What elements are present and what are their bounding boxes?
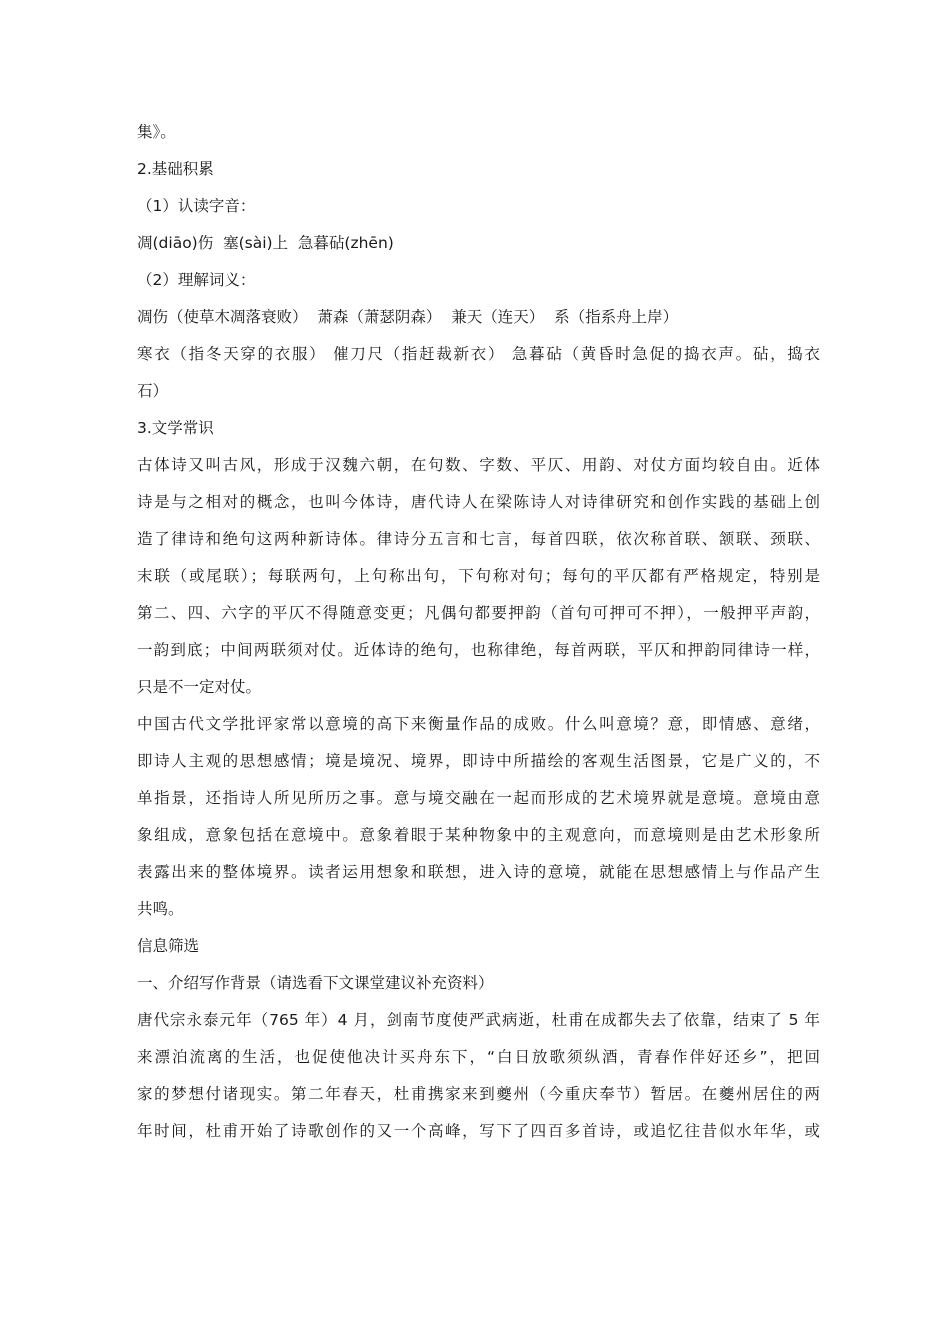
text-line: 凋(diāo)伤 塞(sài)上 急暮砧(zhēn): [137, 234, 394, 252]
text-line: 只是不一定对仗。: [137, 678, 262, 696]
text-line: 寒衣（指冬天穿的衣服） 催刀尺（指赶裁新衣） 急暮砧（黄昏时急促的捣衣声。砧，捣衣: [137, 345, 820, 363]
subheading: （2）理解词义：: [137, 271, 256, 289]
section-heading: 3.文学常识: [137, 419, 214, 437]
text-line: 诗是与之相对的概念，也叫今体诗，唐代诗人在梁陈诗人对诗律研究和创作实践的基础上创: [137, 493, 820, 511]
text-line: 古体诗又叫古风，形成于汉魏六朝，在句数、字数、平仄、用韵、对仗方面均较自由。近体: [137, 456, 820, 474]
text-line: 凋伤（使草木凋落衰败） 萧森（萧瑟阴森） 兼天（连天） 系（指系舟上岸）: [137, 308, 679, 326]
text-line: 中国古代文学批评家常以意境的高下来衡量作品的成败。什么叫意境？意，即情感、意绪，: [137, 715, 820, 733]
subheading: （1）认读字音：: [137, 197, 256, 215]
section-heading: 信息筛选: [137, 937, 200, 955]
text-line: 末联（或尾联）；每联两句，上句称出句，下句称对句；每句的平仄都有严格规定，特别是: [137, 567, 820, 585]
section-heading: 2.基础积累: [137, 160, 214, 178]
text-line: 石）: [137, 382, 169, 400]
document-body: [137, 114, 820, 1150]
text-line: 共鸣。: [137, 900, 184, 918]
text-line: 集》。: [137, 123, 176, 141]
text-line: 表露出来的整体境界。读者运用想象和联想，进入诗的意境，就能在思想感情上与作品产生: [137, 863, 820, 881]
subheading: 一、介绍写作背景（请选看下文课堂建议补充资料）: [137, 974, 494, 992]
text-line: 单指景，还指诗人所见所历之事。意与境交融在一起而形成的艺术境界就是意境。意境由意: [137, 789, 820, 807]
text-line: 造了律诗和绝句这两种新诗体。律诗分五言和七言，每首四联，依次称首联、颔联、颈联、: [137, 530, 820, 548]
text-line: 象组成，意象包括在意境中。意象着眼于某种物象中的主观意向，而意境则是由艺术形象所: [137, 826, 820, 844]
text-line: 家的梦想付诸现实。第二年春天，杜甫携家来到夔州（今重庆奉节）暂居。在夔州居住的两: [137, 1085, 820, 1103]
text-line: 年时间，杜甫开始了诗歌创作的又一个高峰，写下了四百多首诗，或追忆往昔似水年华，或: [137, 1122, 820, 1140]
text-line: 一韵到底；中间两联须对仗。近体诗的绝句，也称律绝，每首两联，平仄和押韵同律诗一样，: [137, 641, 820, 659]
text-line: 即诗人主观的思想感情；境是境况、境界，即诗中所描绘的客观生活图景，它是广义的，不: [137, 752, 820, 770]
text-line: 第二、四、六字的平仄不得随意变更；凡偶句都要押韵（首句可押可不押），一般押平声韵，: [137, 604, 820, 622]
text-line: 来漂泊流离的生活，也促使他决计买舟东下，“白日放歌须纵酒，青春作伴好还乡”，把回: [137, 1048, 820, 1066]
text-line: 唐代宗永泰元年（765 年）4 月，剑南节度使严武病逝，杜甫在成都失去了依靠，结束了 5 年: [137, 1011, 820, 1029]
